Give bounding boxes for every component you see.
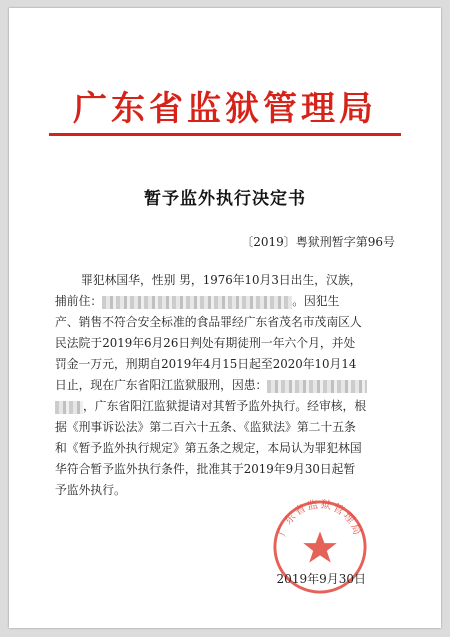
body-text-6: 日止，现在广东省阳江监狱服刑，因患： <box>55 378 268 392</box>
decision-date: 2019年9月30日 <box>276 572 366 586</box>
body-text-4: 民法院于2019年6月26日判处有期徒刑一年六个月，并处 <box>55 336 356 350</box>
body-line <box>55 459 395 480</box>
body-text-2a: 捕前住： <box>55 294 103 308</box>
body-line <box>55 396 395 417</box>
body-line <box>55 417 395 438</box>
body-line <box>55 333 395 354</box>
body-text-3: 产、销售不符合安全标准的食品罪经广东省茂名市茂南区人 <box>55 315 362 329</box>
body-text-1: 罪犯林国华，性别 男，1976年10月3日出生，汉族， <box>81 273 362 287</box>
body-text-5: 罚金一万元，刑期自2019年4月15日起至2020年10月14 <box>55 357 357 371</box>
decision-body <box>55 270 395 501</box>
redacted-illness-cont <box>55 401 83 414</box>
body-text-8: 据《刑事诉讼法》第二百六十五条、《监狱法》第二十五条 <box>55 420 356 434</box>
body-line <box>55 270 395 291</box>
body-text-11: 予监外执行。 <box>55 483 126 497</box>
document-page <box>9 8 441 628</box>
letterhead-title: 广东省监狱管理局 <box>73 89 377 129</box>
body-line <box>55 291 395 312</box>
body-line <box>55 375 395 396</box>
body-line <box>55 312 395 333</box>
body-text-7: ，广东省阳江监狱提请对其暂予监外执行。经审核，根 <box>83 399 367 413</box>
body-line <box>55 438 395 459</box>
body-text-9: 和《暂予监外执行规定》第五条之规定，本局认为罪犯林国 <box>55 441 362 455</box>
body-line <box>55 354 395 375</box>
body-text-10: 华符合暂予监外执行条件，批准其于2019年9月30日起暂 <box>55 462 356 476</box>
body-text-2b: 。因犯生 <box>292 294 340 308</box>
seal-text: 广东省监狱管理局 <box>275 498 365 538</box>
document-title: 暂予监外执行决定书 <box>144 189 306 209</box>
document-number: 〔2019〕粤狱刑暂字第96号 <box>241 235 395 249</box>
redacted-address <box>102 296 292 309</box>
seal-star-icon <box>303 531 336 562</box>
redacted-illness <box>267 380 367 393</box>
red-separator-line <box>49 133 401 136</box>
